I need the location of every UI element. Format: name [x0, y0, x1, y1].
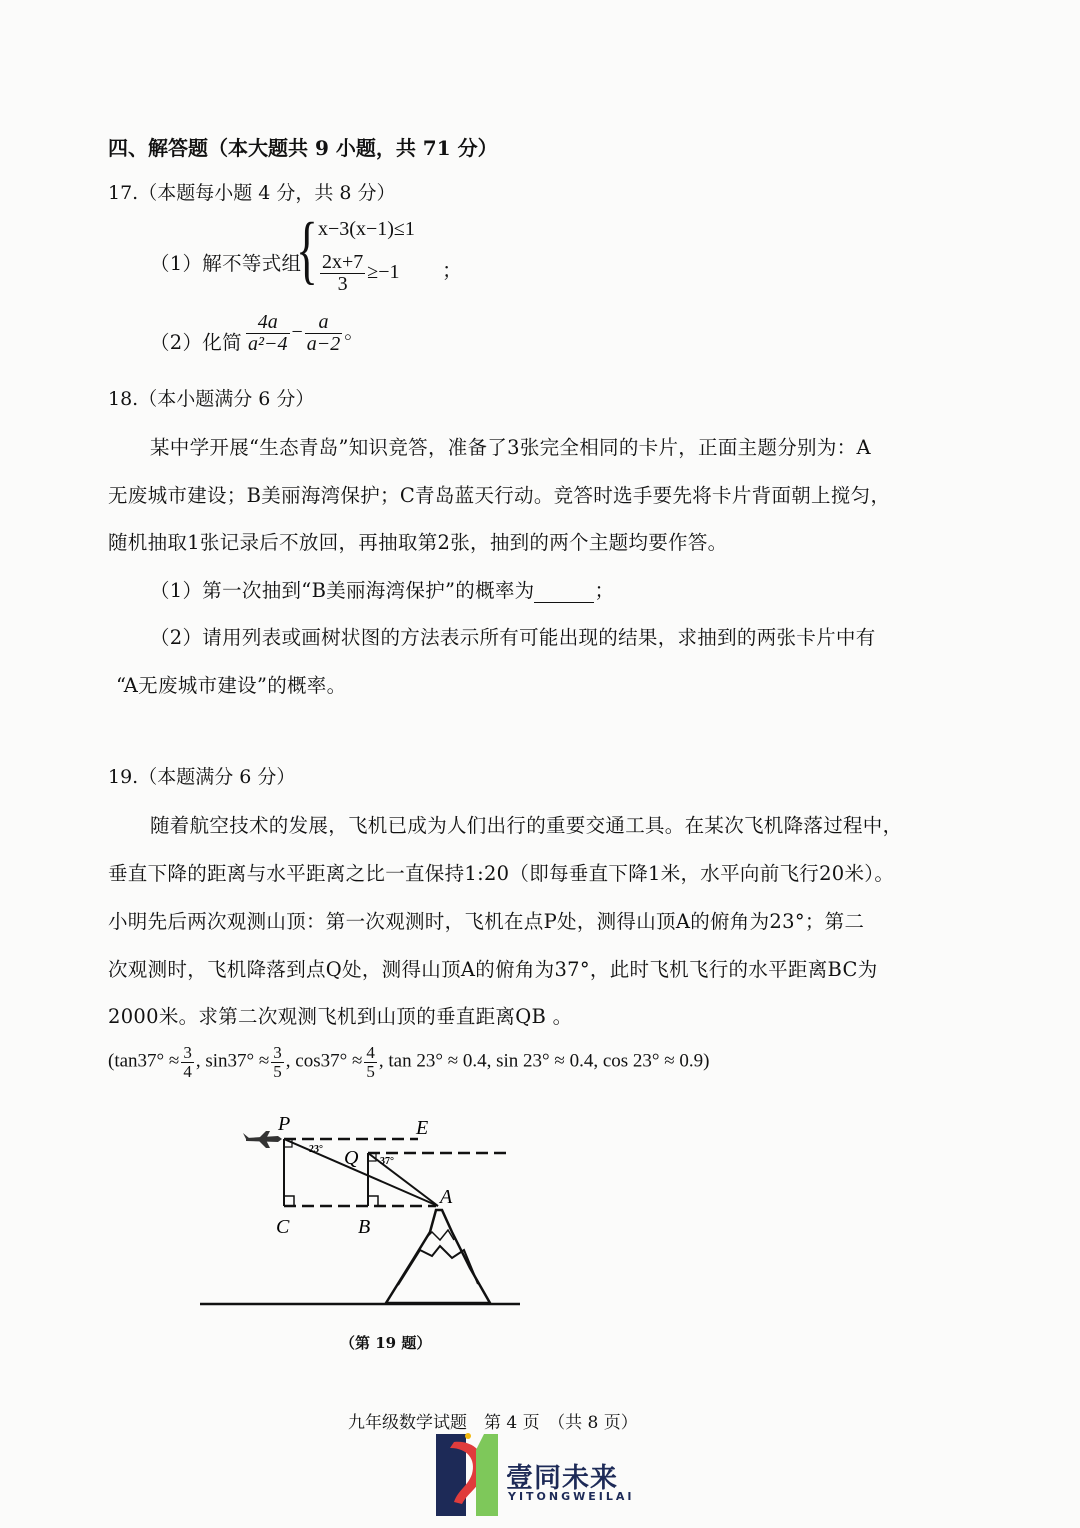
q19-line-1: 随着航空技术的发展，飞机已成为人们出行的重要交通工具。在某次飞机降落过程中， [150, 814, 903, 837]
q18-line-2: 无废城市建设；B美丽海湾保护；C青岛蓝天行动。竞答时选手要先将卡片背面朝上搅匀， [108, 484, 891, 507]
system-brace: { [296, 208, 318, 292]
right-angle-B [368, 1196, 378, 1206]
angle-37: 37° [380, 1156, 394, 1167]
label-C: C [276, 1216, 290, 1238]
logo-chinese: 壹同未来 [506, 1463, 618, 1494]
q18-header: 18.（本小题满分 6 分） [108, 388, 315, 410]
inequality-1: x−3(x−1)≤1 [318, 218, 415, 240]
logo-english: YITONGWEILAI [508, 1490, 635, 1503]
mountain [386, 1210, 490, 1303]
q17-part2-label: （2）化简 [150, 331, 242, 354]
q19-figure [0, 1100, 1080, 1350]
q17-part1-end: ； [442, 260, 462, 282]
q19-line-2: 垂直下降的距离与水平距离之比一直保持1:20（即每垂直下降1米，水平向前飞行20米）。 [108, 862, 895, 885]
q18-part1: （1）第一次抽到“B美丽海湾保护”的概率为 ； [150, 579, 615, 602]
trig-hint: (tan37° ≈ $\frac{3}{4}$ , sin37° ≈ $\frac{3}{5}$ , cos37° ≈ $\frac{4}{5}$ , tan 23° ≈ 0.4, sin 23° ≈ 0.4, cos 23° ≈ 0.9) [108, 1043, 710, 1081]
simplify-expression: $\frac{4a}{\text{a²−4}}$ − $\frac{a}{a-2}$ 。 [248, 311, 365, 355]
right-angle-C [284, 1196, 294, 1206]
q18-line-3: 随机抽取1张记录后不放回，再抽取第2张，抽到的两个主题均要作答。 [108, 531, 728, 554]
q18-part2-line-1: （2）请用列表或画树状图的方法表示所有可能出现的结果，求抽到的两张卡片中有 [150, 626, 876, 649]
angle-23: 23° [309, 1144, 323, 1155]
label-Q: Q [344, 1147, 359, 1169]
section-title: 四、解答题（本大题共 9 小题，共 71 分） [108, 136, 498, 160]
label-A: A [440, 1186, 453, 1208]
q19-line-3: 小明先后两次观测山顶：第一次观测时，飞机在点P处，测得山顶A的俯角为23°；第二 [108, 910, 865, 933]
logo-mark-icon [432, 1430, 502, 1520]
q19-line-4: 次观测时，飞机降落到点Q处，测得山顶A的俯角为37°，此时飞机飞行的水平距离BC为 [108, 958, 878, 981]
answer-blank [534, 584, 594, 603]
sight-line-PA [284, 1139, 438, 1206]
label-P: P [278, 1113, 291, 1135]
q17-part1-label: （1）解不等式组 [150, 252, 302, 275]
q18-part2-line-2: “A无废城市建设”的概率。 [116, 674, 347, 697]
q17-header: 17.（本题每小题 4 分，共 8 分） [108, 182, 396, 204]
inequality-2: $\frac{2x+7}{3}$ ≥−1 [322, 251, 400, 295]
label-E: E [416, 1117, 429, 1139]
figure-caption: （第 19 题） [340, 1334, 432, 1352]
q18-line-1: 某中学开展“生态青岛”知识竞答，准备了3张完全相同的卡片，正面主题分别为：A [150, 436, 871, 459]
page-footer: 九年级数学试题 第 4 页 （共 8 页） [348, 1413, 638, 1433]
airplane-icon [243, 1131, 282, 1148]
label-B: B [358, 1216, 371, 1238]
q19-line-5: 2000米。求第二次观测飞机到山顶的垂直距离QB 。 [108, 1005, 573, 1028]
q19-header: 19.（本题满分 6 分） [108, 766, 296, 788]
